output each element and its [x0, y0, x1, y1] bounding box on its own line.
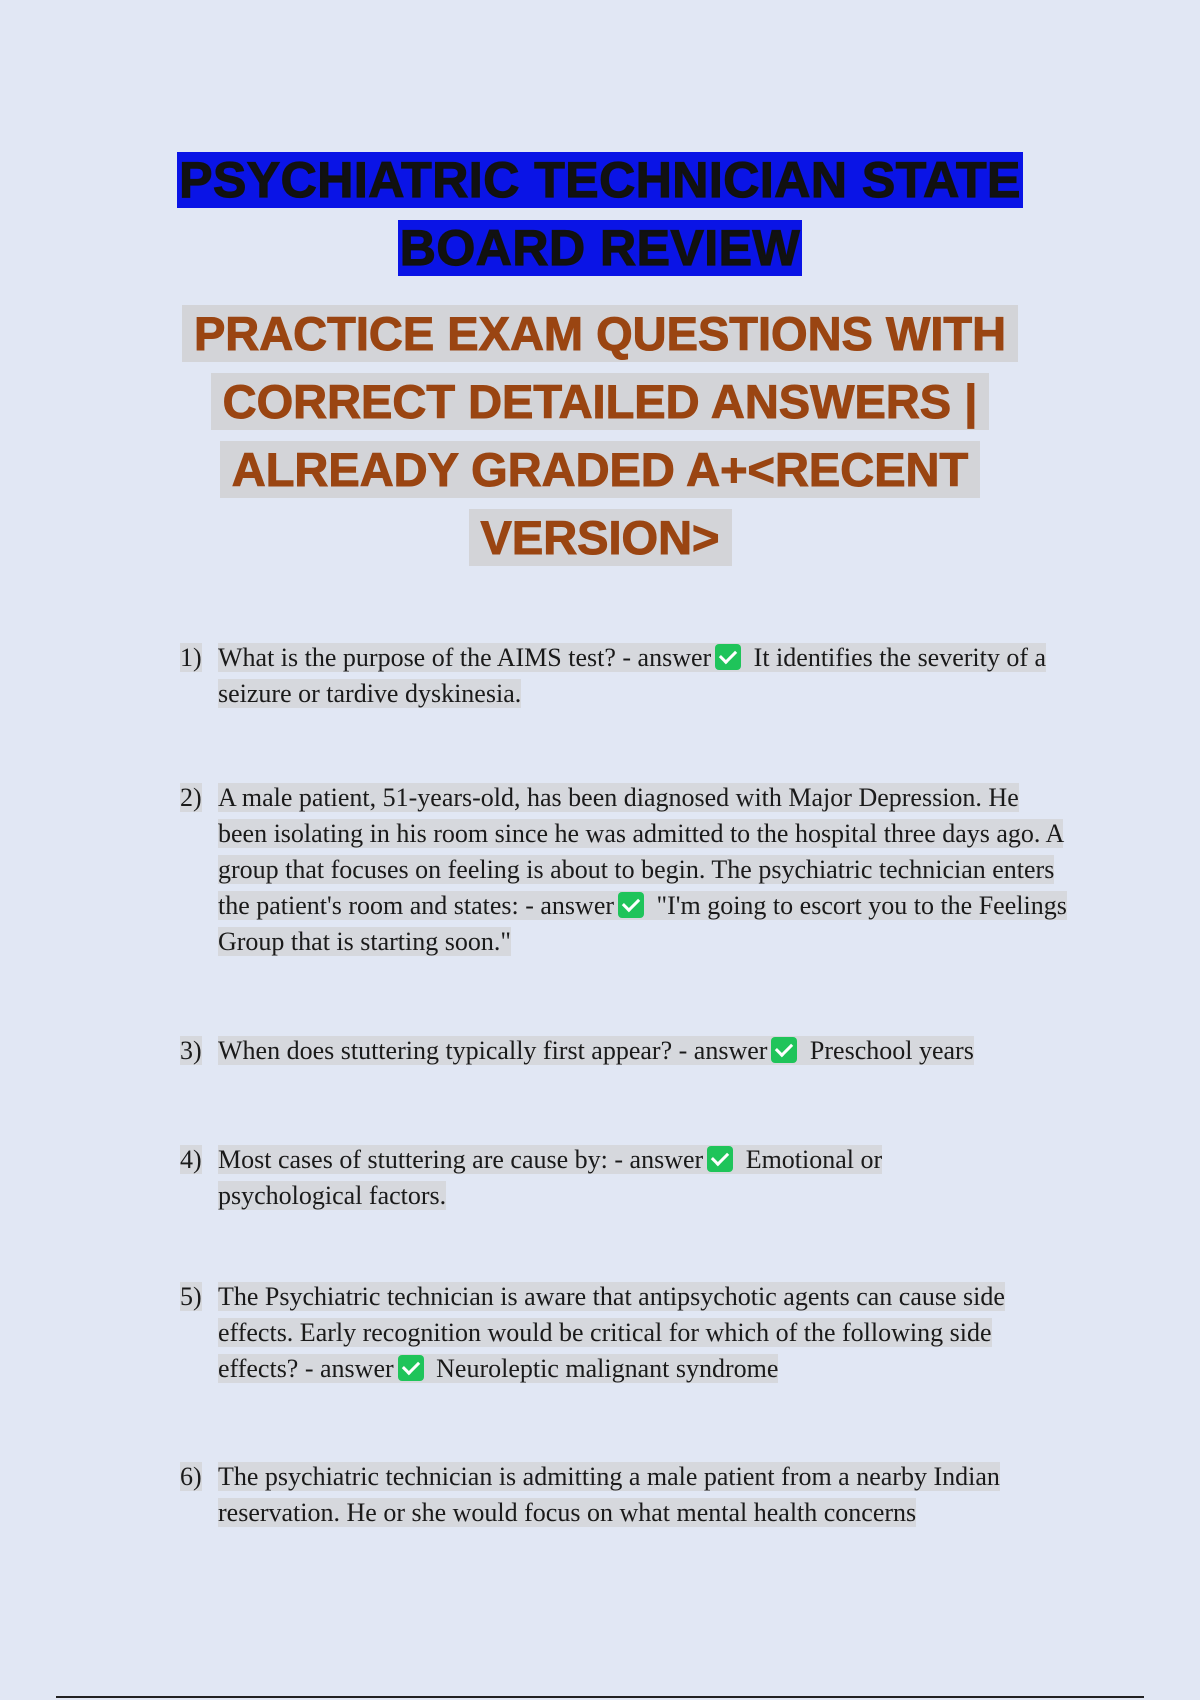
title-line-1: PSYCHIATRIC TECHNICIAN STATE: [179, 152, 1021, 208]
question-item: [180, 640, 1068, 712]
question-prompt: A male patient, 51-years-old, has been diagnosed with Major Depression. He been isolating in his room since he was admitted to the hospital three days ago. A group that focuses on feeling is about to begin. The psychiatric technician enters the patient's room and states: - answer: [218, 783, 1063, 920]
question-answer: Emotional or psychological factors.: [218, 1145, 883, 1210]
question-number: 3): [180, 1036, 202, 1065]
subtitle-block: [0, 300, 1200, 572]
question-item: [180, 1142, 938, 1214]
question-item: [180, 1279, 1038, 1387]
question-answer: Neuroleptic malignant syndrome: [436, 1354, 779, 1383]
question-prompt: The psychiatric technician is admitting a male patient from a nearby Indian reservation. He or she would focus on what mental health concerns: [218, 1462, 1000, 1527]
subtitle-text: PRACTICE EXAM QUESTIONS WITH CORRECT DETAILED ANSWERS | ALREADY GRADED A+<RECENT VERSION>: [182, 305, 1018, 566]
page-title: [145, 146, 1055, 282]
question-text: [218, 780, 1068, 960]
question-number: 4): [180, 1145, 202, 1174]
question-number: 2): [180, 783, 202, 812]
question-prompt: What is the purpose of the AIMS test? - answer: [218, 643, 712, 672]
question-item: [180, 1459, 1078, 1531]
check-box-icon: [771, 1037, 797, 1063]
question-prompt: Most cases of stuttering are cause by: - answer: [218, 1145, 704, 1174]
subtitle: [180, 300, 1020, 572]
question-text: [218, 1459, 1078, 1531]
question-prompt: When does stuttering typically first appear? - answer: [218, 1036, 768, 1065]
question-text: [218, 1033, 1068, 1069]
question-number: 5): [180, 1282, 202, 1311]
question-answer: It identifies the severity of a seizure or tardive dyskinesia.: [218, 643, 1047, 708]
question-text: [218, 1142, 938, 1214]
check-box-icon: [715, 644, 741, 670]
title-line-2: BOARD REVIEW: [399, 220, 801, 276]
title-block: [0, 146, 1200, 282]
question-prompt: The Psychiatric technician is aware that antipsychotic agents can cause side effects. Early recognition would be critical for which of the following side effects? - answer: [218, 1282, 1005, 1383]
question-answer: "I'm going to escort you to the Feelings Group that is starting soon.": [218, 891, 1067, 956]
check-box-icon: [398, 1355, 424, 1381]
check-box-icon: [618, 892, 644, 918]
check-box-icon: [707, 1146, 733, 1172]
question-text: [218, 1279, 1038, 1387]
question-item: [180, 780, 1068, 960]
footer-divider: [56, 1696, 1144, 1698]
question-number: 1): [180, 643, 202, 672]
question-answer: Preschool years: [809, 1036, 974, 1065]
question-item: [180, 1033, 1068, 1069]
question-text: [218, 640, 1068, 712]
question-number: 6): [180, 1462, 202, 1491]
